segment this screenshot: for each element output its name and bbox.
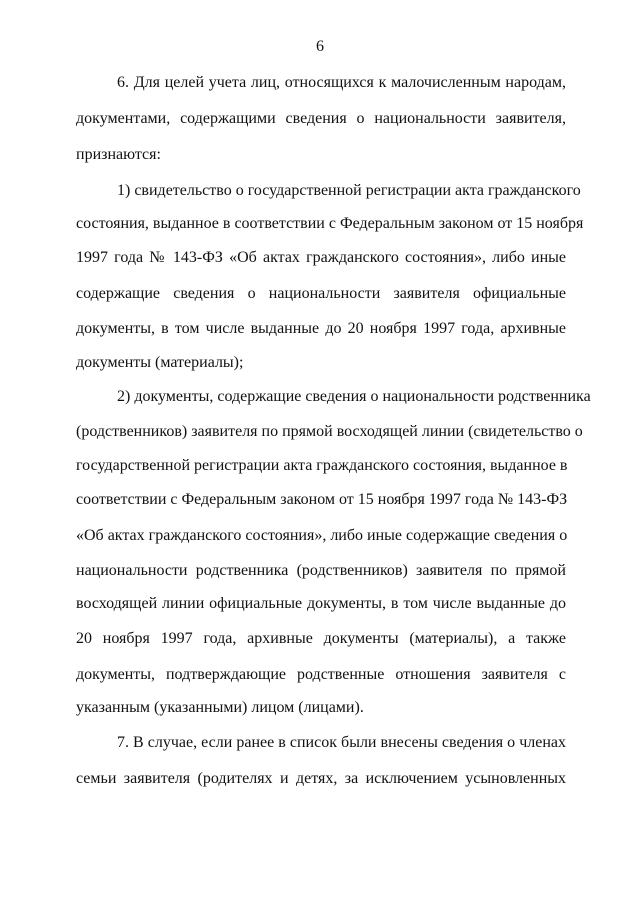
item-1-line-6: документы (материалы); [76, 354, 244, 371]
item-1-line-5: документы, в том числе выданные до 20 ноября 1997 года, архивные [76, 320, 566, 337]
paragraph-6-line-2: документами, содержащими сведения о национальности заявителя, [76, 110, 566, 127]
item-2-line-3: государственной регистрации акта гражданского состояния, выданное в [76, 457, 568, 474]
item-1-line-2: состояния, выданное в соответствии с Федеральным законом от 15 ноября [76, 215, 584, 232]
item-1-line-3: 1997 года № 143-ФЗ «Об актах гражданского состояния», либо иные [76, 249, 566, 266]
paragraph-7-line-1: 7. В случае, если ранее в список были внесены сведения о членах [117, 734, 566, 751]
item-2-line-4: соответствии с Федеральным законом от 15 ноября 1997 года № 143-ФЗ [76, 491, 568, 508]
item-1-line-1: 1) свидетельство о государственной регистрации акта гражданского [117, 182, 581, 199]
paragraph-6-line-1: 6. Для целей учета лиц, относящихся к малочисленным народам, [117, 74, 566, 91]
item-2-line-8: 20 ноября 1997 года, архивные документы (материалы), а также [76, 630, 566, 647]
page-number: 6 [316, 38, 324, 55]
paragraph-6-line-3: признаются: [76, 146, 161, 163]
item-2-line-10: указанным (указанными) лицом (лицами). [76, 699, 364, 716]
item-2-line-9: документы, подтверждающие родственные отношения заявителя с [76, 666, 566, 683]
item-2-line-5: «Об актах гражданского состояния», либо иные содержащие сведения о [76, 527, 568, 544]
item-2-line-7: восходящей линии официальные документы, в том числе выданные до [76, 595, 566, 612]
item-2-line-2: (родственников) заявителя по прямой восходящей линии (свидетельство о [76, 423, 583, 440]
item-1-line-4: содержащие сведения о национальности заявителя официальные [76, 285, 566, 302]
paragraph-7-line-2: семьи заявителя (родителях и детях, за исключением усыновленных [76, 770, 566, 787]
item-2-line-1: 2) документы, содержащие сведения о национальности родственника [117, 388, 591, 405]
item-2-line-6: национальности родственника (родственников) заявителя по прямой [76, 562, 566, 579]
